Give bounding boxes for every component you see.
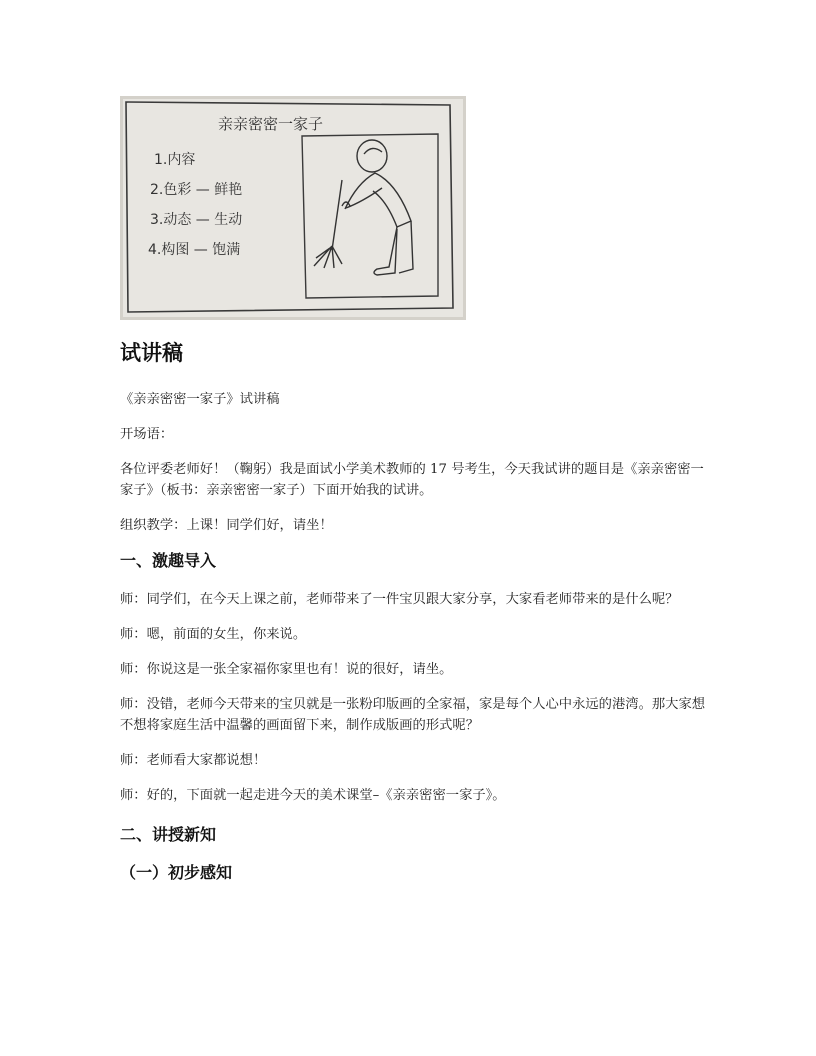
- sketch-item-3: 3.动态 — 生动: [150, 212, 243, 228]
- section-1-paragraph: 师：没错，老师今天带来的宝贝就是一张粉印版画的全家福，家是每个人心中永远的港湾。那大家想不想将家庭生活中温馨的画面留下来，制作成版画的形式呢？: [120, 696, 706, 733]
- sketch-item-1: 1.内容: [154, 152, 196, 168]
- opening-text: 各位评委老师好！（鞠躬）我是面试小学美术教师的 17 号考生，今天我试讲的题目是《亲亲密密一家子》（板书：亲亲密密一家子）下面开始我的试讲。: [120, 462, 704, 499]
- section-1-paragraph: 师：同学们，在今天上课之前，老师带来了一件宝贝跟大家分享，大家看老师带来的是什么呢？: [120, 591, 679, 607]
- section-2-heading: 二、讲授新知: [120, 824, 217, 844]
- subsection-1-heading: （一）初步感知: [120, 863, 233, 883]
- section-1-heading: 一、激趣导入: [120, 551, 217, 571]
- doc-subtitle: 《亲亲密密一家子》试讲稿: [120, 392, 280, 408]
- sketch-item-2: 2.色彩 — 鲜艳: [150, 182, 243, 198]
- sketch-drawing: [120, 96, 466, 320]
- sketch-title: 亲亲密密一家子: [218, 115, 324, 133]
- opening-label: 开场语：: [120, 427, 174, 443]
- section-1-paragraph: 师：好的，下面就一起走进今天的美术课堂–《亲亲密密一家子》。: [120, 787, 506, 803]
- section-1-paragraph: 师：老师看大家都说想！: [120, 752, 267, 768]
- hand-drawn-sketch-photo: [120, 96, 466, 320]
- doc-title: 试讲稿: [120, 341, 183, 365]
- section-1-paragraph: 师：嗯，前面的女生，你来说。: [120, 626, 307, 642]
- section-1-paragraph: 师：你说这是一张全家福你家里也有！说的很好，请坐。: [120, 661, 453, 677]
- organize-text: 组织教学：上课！同学们好，请坐！: [120, 518, 333, 534]
- sketch-item-4: 4.构图 — 饱满: [148, 242, 241, 258]
- document-body: [120, 340, 710, 884]
